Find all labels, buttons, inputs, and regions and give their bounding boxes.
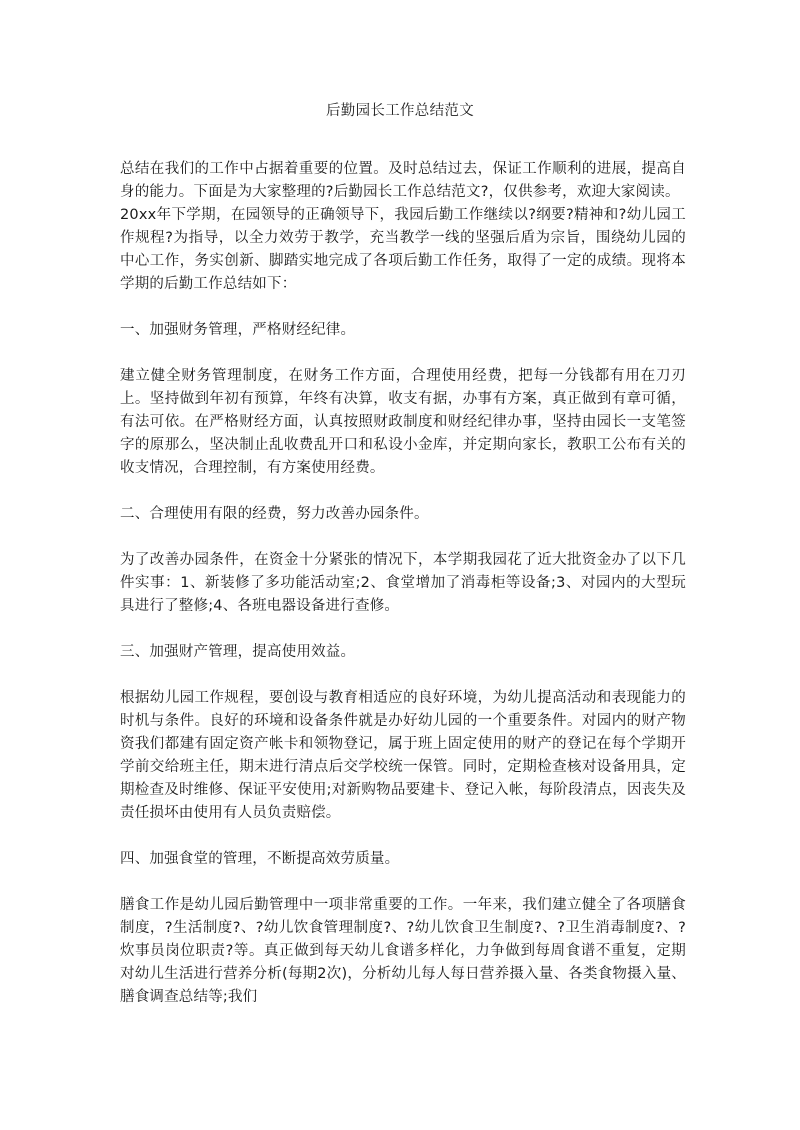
overview-paragraph: 20xx年下学期，在园领导的正确领导下，我园后勤工作继续以?纲要?精神和?幼儿园工作规程?为指导，以全力效劳于教学，充当教学一线的坚强后盾为宗旨，围绕幼儿园的中心工作，务实创新、脚踏实地完成了各项后勤工作任务，取得了一定的成绩。现将本学期的后勤工作总结如下：: [120, 207, 686, 292]
paragraph-gap: [120, 480, 686, 503]
paragraph-gap: [120, 871, 686, 894]
section-heading-2: 二、合理使用有限的经费，努力改善办园条件。: [120, 506, 429, 522]
intro-paragraph: 总结在我们的工作中占据着重要的位置。及时总结过去，保证工作顺利的进展，提高自身的能力。下面是为大家整理的?后勤园长工作总结范文?，仅供参考，欢迎大家阅读。: [120, 161, 686, 200]
paragraph-gap: [120, 526, 686, 549]
paragraph-gap: [120, 618, 686, 641]
document-title: 后勤园长工作总结范文: [326, 103, 474, 119]
section-body-4: 膳食工作是幼儿园后勤管理中一项非常重要的工作。一年来，我们建立健全了各项膳食制度，?生活制度?、?幼儿饮食管理制度?、?幼儿饮食卫生制度?、?卫生消毒制度?、?炊事员岗位职责?等。真正做到每天幼儿食谱多样化，力争做到每周食谱不重复，定期对幼儿生活进行营养分析(每期2次)，分析幼儿每人每日营养摄入量、各类食物摄入量、膳食调查总结等;我们: [120, 897, 686, 1005]
paragraph-gap: [120, 664, 686, 687]
section-body-3: 根据幼儿园工作规程，要创设与教育相适应的良好环境，为幼儿提高活动和表现能力的时机与条件。良好的环境和设备条件就是办好幼儿园的一个重要条件。对园内的财产物资我们都建有固定资产帐卡和领物登记，属于班上固定使用的财产的登记在每个学期开学前交给班主任，期末进行清点后交学校统一保管。同时，定期检查核对设备用具，定期检查及时维修、保证平安使用;对新购物品要建卡、登记入帐，每阶段清点，因丧失及责任损坏由使用有人员负责赔偿。: [120, 690, 686, 821]
document-body: [120, 158, 686, 1009]
section-heading-4: 四、加强食堂的管理，不断提高效劳质量。: [120, 851, 400, 867]
section-heading-1: 一、加强财务管理，严格财经纪律。: [120, 322, 356, 338]
section-body-1: 建立健全财务管理制度，在财务工作方面，合理使用经费，把每一分钱都有用在刀刃上。坚持做到年初有预算，年终有决算，收支有据，办事有方案，真正做到有章可循，有法可依。在严格财经方面，认真按照财政制度和财经纪律办事，坚持由园长一支笔签字的原那么，坚决制止乱收费乱开口和私设小金库，并定期向家长，教职工公布有关的收支情况，合理控制，有方案使用经费。: [120, 368, 686, 476]
paragraph-gap: [120, 296, 686, 319]
section-heading-3: 三、加强财产管理，提高使用效益。: [120, 644, 356, 660]
section-body-2: 为了改善办园条件，在资金十分紧张的情况下，本学期我园花了近大批资金办了以下几件实事：1、新装修了多功能活动室;2、食堂增加了消毒柜等设备;3、对园内的大型玩具进行了整修;4、各班电器设备进行查修。: [120, 552, 686, 614]
paragraph-gap: [120, 825, 686, 848]
paragraph-gap: [120, 342, 686, 365]
